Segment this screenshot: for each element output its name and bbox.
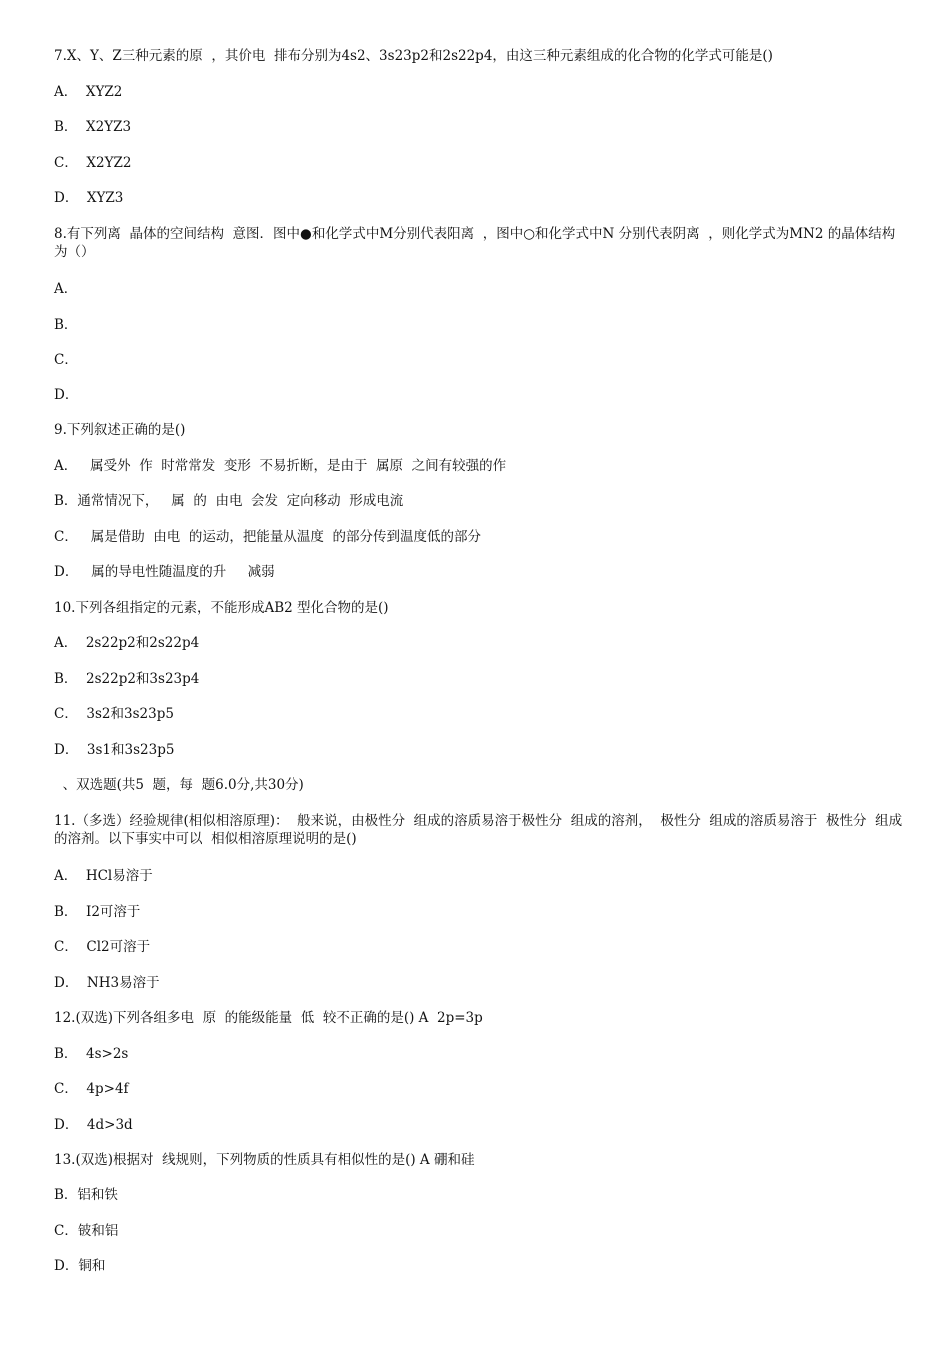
question-13-option-b: B．铝和铁 (54, 1187, 118, 1203)
question-10-option-d: D． 3s1和3s23p5 (54, 742, 175, 758)
question-7-option-d: D． XYZ3 (54, 190, 124, 206)
question-8-option-a: A． (54, 281, 78, 297)
question-8-option-c: C． (54, 352, 78, 368)
question-9-option-c: C． 属是借助 由电 的运动，把能量从温度 的部分传到温度低的部分 (54, 529, 481, 545)
question-12-stem: 12.(双选)下列各组多电 原 的能级能量 低 较不正确的是() A 2p=3p (54, 1010, 483, 1026)
section-heading-double-choice: 、双选题(共5 题，每 题6.0分,共30分) (54, 777, 304, 793)
question-10-option-b: B． 2s22p2和3s23p4 (54, 671, 200, 687)
question-9-stem: 9.下列叙述正确的是() (54, 422, 186, 438)
question-13-option-d: D．铜和 (54, 1258, 106, 1274)
question-7-stem: 7.X、Y、Z三种元素的原 ，其价电 排布分别为4s2、3s23p2和2s22p4，由这三种元素组成的化合物的化学式可能是() (54, 48, 773, 64)
question-9-option-d: D． 属的导电性随温度的升 减弱 (54, 564, 275, 580)
question-11-stem: 11.（多选）经验规律(相似相溶原理)： 般来说，由极性分 组成的溶质易溶于极性分 组成的溶剂， 极性分 组成的溶质易溶于 极性分 组成的溶剂。以下事实中可以 相似相溶原理说明的是() (54, 813, 903, 847)
question-13-option-c: C．铍和铝 (54, 1223, 119, 1239)
question-7-option-a: A． XYZ2 (54, 84, 123, 100)
question-12-option-b: B． 4s>2s (54, 1046, 129, 1062)
question-12-option-d: D． 4d>3d (54, 1117, 133, 1133)
question-8-option-d: D． (54, 387, 79, 403)
question-11-option-b: B． I2可溶于 (54, 904, 141, 920)
question-11-option-c: C． Cl2可溶于 (54, 939, 151, 955)
question-7-option-b: B． X2YZ3 (54, 119, 132, 135)
question-11-option-a: A． HCl易溶于 (54, 868, 153, 884)
question-13-stem: 13.(双选)根据对 线规则，下列物质的性质具有相似性的是() A 硼和硅 (54, 1152, 475, 1168)
question-10-option-c: C． 3s2和3s23p5 (54, 706, 174, 722)
question-8-option-b: B． (54, 317, 78, 333)
question-10-option-a: A． 2s22p2和2s22p4 (54, 635, 200, 651)
question-12-option-c: C． 4p>4f (54, 1081, 129, 1097)
question-11-option-d: D． NH3易溶于 (54, 975, 160, 991)
question-9-option-b: B．通常情况下， 属 的 由电 会发 定向移动 形成电流 (54, 493, 404, 509)
question-9-option-a: A． 属受外 作 时常常发 变形 不易折断，是由于 属原 之间有较强的作 (54, 458, 507, 474)
question-8-stem: 8.有下列离 晶体的空间结构 意图．图中●和化学式中M分别代表阳离 ，图中○和化学式中N 分别代表阴离 ，则化学式为MN2 的晶体结构为（） (54, 226, 896, 260)
question-10-stem: 10.下列各组指定的元素，不能形成AB2 型化合物的是() (54, 600, 389, 616)
question-7-option-c: C． X2YZ2 (54, 155, 132, 171)
